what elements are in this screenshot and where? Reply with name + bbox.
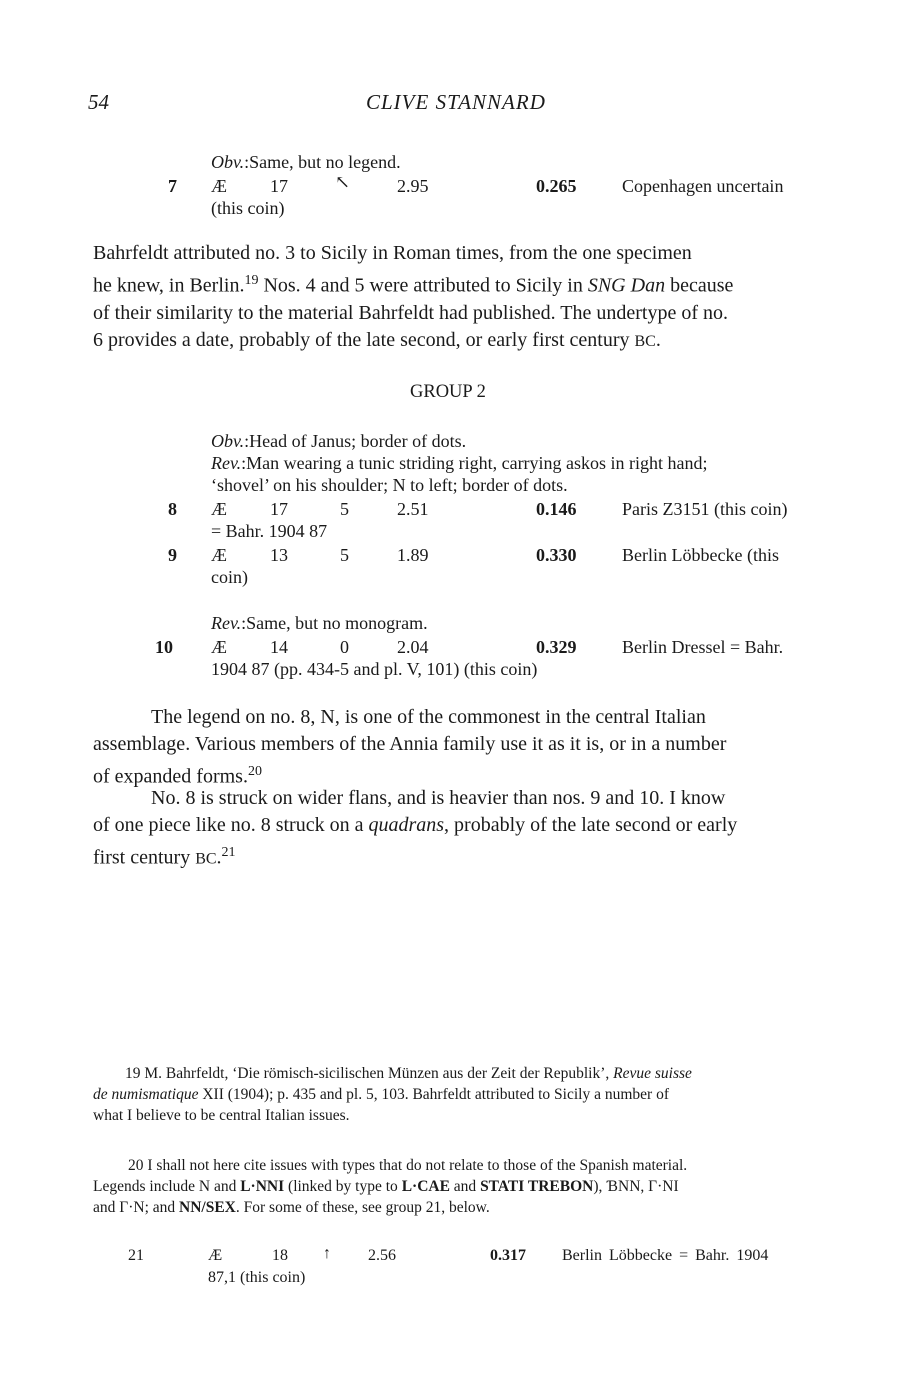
fn21-number: 21 xyxy=(128,1247,144,1264)
entry7-note: (this coin) xyxy=(211,198,285,218)
entry7-number: 7 xyxy=(168,176,177,196)
group2-obverse: Obv.:Head of Janus; border of dots. xyxy=(211,431,467,451)
entry8-metal: Æ xyxy=(211,499,228,519)
entry10-size: 14 xyxy=(270,637,288,657)
p1-line2: he knew, in Berlin.$^{19}$ Nos. 4 and 5 were attributed to Sicily in SNG Dan because xyxy=(93,273,734,297)
entry7-obverse xyxy=(211,152,401,173)
entry10-axis: 0 xyxy=(340,637,349,657)
entry10-ratio: 0.329 xyxy=(536,637,577,657)
paragraph-3 xyxy=(93,785,824,873)
entry9-location: Berlin Löbbecke (this xyxy=(622,545,779,565)
entry8-axis: 5 xyxy=(340,499,349,519)
p2-line3: of expanded forms.$^{20}$ xyxy=(93,764,262,788)
entry8-weight: 2.51 xyxy=(397,499,429,519)
paragraph-2 xyxy=(93,704,824,791)
group2-reverse-line2: ‘shovel’ on his shoulder; Ν to left; border of dots. xyxy=(211,475,568,495)
fn20-line2: Legends include Ν and L·ΝNI (linked by type to L·CAE and STATI TREBON), ƁΝN, Γ·ΝI xyxy=(93,1178,679,1195)
p1-line1: Bahrfeldt attributed no. 3 to Sicily in Roman times, from the one specimen xyxy=(93,242,692,264)
entry10-metal: Æ xyxy=(211,637,228,657)
entry10-continuation: 1904 87 (pp. 434-5 and pl. V, 101) (this coin) xyxy=(211,659,538,679)
entry8-continuation: = Bahr. 1904 87 xyxy=(211,521,328,541)
entry10-weight: 2.04 xyxy=(397,637,429,657)
p3-line3: first century BC.$^{21}$ xyxy=(93,845,236,869)
entry9-number: 9 xyxy=(168,545,177,565)
entry7-metal: Æ xyxy=(211,176,228,196)
p1-line4: 6 provides a date, probably of the late second, or early first century BC. xyxy=(93,328,661,351)
fn19-line2: de numismatique XII (1904); p. 435 and pl. 5, 103. Bahrfeldt attributed to Sicily a number of xyxy=(93,1086,669,1103)
group2-reverse-line1: Rev.:Man wearing a tunic striding right, carrying askos in right hand; xyxy=(211,453,708,473)
fn21-ratio: 0.317 xyxy=(490,1247,526,1264)
obv-label: Obv. xyxy=(211,152,245,172)
paragraph-1 xyxy=(93,240,824,355)
entry8-location: Paris Z3151 (this coin) xyxy=(622,499,788,519)
entry8-size: 17 xyxy=(270,499,288,519)
entry10-location: Berlin Dressel = Bahr. xyxy=(622,637,784,657)
fn20-line1: 20 I shall not here cite issues with types that do not relate to those of the Spanish material. xyxy=(128,1157,688,1174)
p3-line2: of one piece like no. 8 struck on a quadrans, probably of the late second or early xyxy=(93,814,738,836)
fn21-size: 18 xyxy=(272,1247,288,1264)
p3-line1: No. 8 is struck on wider flans, and is heavier than nos. 9 and 10. I know xyxy=(151,787,726,809)
fn21-continuation: 87,1 (this coin) xyxy=(208,1269,306,1286)
page-number: 54 xyxy=(88,90,109,114)
p2-line1: The legend on no. 8, Ν, is one of the commonest in the central Italian xyxy=(151,706,706,728)
fn21-location: Berlin Löbbecke = Bahr. 1904 xyxy=(562,1247,769,1264)
entry10-number: 10 xyxy=(155,637,173,657)
entry7-location: Copenhagen uncertain xyxy=(622,176,784,196)
entry9-size: 13 xyxy=(270,545,288,565)
fn21-die-axis-icon: ↑ xyxy=(323,1245,331,1262)
running-header-author: CLIVE STANNARD xyxy=(366,90,546,114)
p2-line2: assemblage. Various members of the Annia family use it as it is, or in a number xyxy=(93,733,727,755)
entry7-ratio: 0.265 xyxy=(536,176,577,196)
footnote-20 xyxy=(93,1155,823,1218)
entry7-weight: 2.95 xyxy=(397,176,429,196)
footnote-19 xyxy=(93,1063,823,1126)
entry9-axis: 5 xyxy=(340,545,349,565)
entry9-ratio: 0.330 xyxy=(536,545,577,565)
entry9-metal: Æ xyxy=(211,545,228,565)
fn20-line3: and Γ·Ν; and ΝN/SEX. For some of these, see group 21, below. xyxy=(93,1199,490,1216)
entry7-die-axis-icon: ↖ xyxy=(335,172,351,192)
p1-line3: of their similarity to the material Bahrfeldt had published. The undertype of no. xyxy=(93,301,729,324)
entry9-continuation: coin) xyxy=(211,567,248,587)
entry8-number: 8 xyxy=(168,499,177,519)
fn19-line3: what I believe to be central Italian issues. xyxy=(93,1107,350,1124)
group-2-title: GROUP 2 xyxy=(410,382,486,402)
entry10-reverse: Rev.:Same, but no monogram. xyxy=(211,613,428,633)
entry7-size: 17 xyxy=(270,176,288,196)
fn21-metal: Æ xyxy=(208,1247,223,1264)
entry8-ratio: 0.146 xyxy=(536,499,577,519)
entry9-weight: 1.89 xyxy=(397,545,429,565)
fn19-line1: 19 M. Bahrfeldt, ‘Die römisch-sicilischen Münzen aus der Zeit der Republik’, Revue suisse xyxy=(125,1065,692,1082)
fn21-weight: 2.56 xyxy=(368,1247,396,1264)
obv-text: :Same, but no legend. xyxy=(244,152,401,172)
